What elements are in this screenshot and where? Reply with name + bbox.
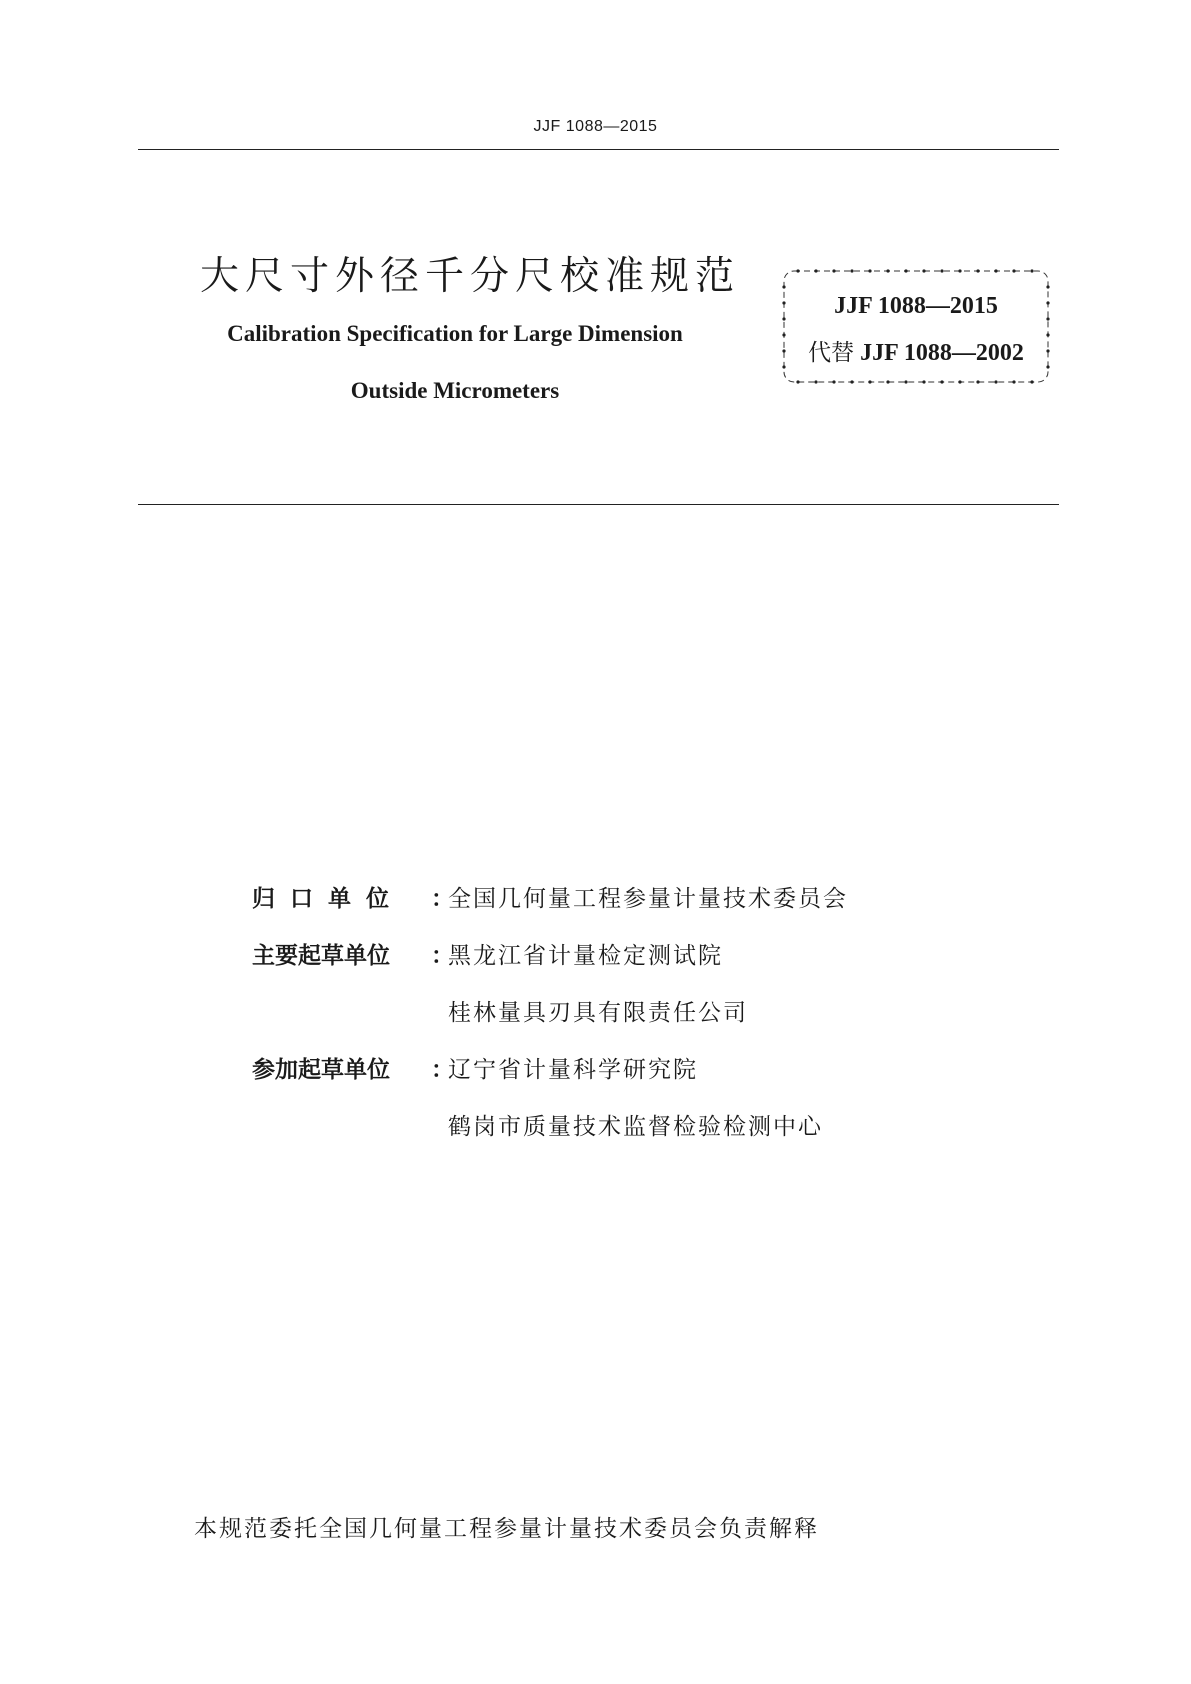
header-rule — [138, 149, 1059, 150]
replaces-prefix: 代替 — [808, 340, 855, 366]
replaces-line — [778, 334, 1054, 367]
org-label: 归口单位 — [252, 886, 404, 912]
org-separator: ： — [431, 1057, 454, 1083]
org-separator: ： — [431, 943, 454, 969]
org-row-participating-drafter-2 — [252, 1108, 823, 1140]
org-value: 桂林量具刃具有限责任公司 — [448, 1000, 748, 1026]
org-row-responsible — [252, 880, 848, 913]
title-english-line-1: Calibration Specification for Large Dimension — [227, 321, 683, 346]
org-row-participating-drafter — [252, 1051, 698, 1084]
spec-code: JJF 1088—2015 — [834, 293, 998, 319]
org-value: 鹤岗市质量技术监督检验检测中心 — [448, 1114, 823, 1140]
org-label: 主要起草单位 — [252, 943, 390, 969]
title-chinese: 大尺寸外径千分尺校准规范 — [200, 254, 741, 299]
title-english-line-2: Outside Micrometers — [350, 378, 560, 403]
running-header-code: JJF 1088—2015 — [533, 118, 658, 135]
org-row-main-drafter — [252, 937, 723, 970]
code-box — [778, 265, 1054, 388]
org-value: 全国几何量工程参量计量技术委员会 — [448, 886, 848, 912]
org-row-main-drafter-2 — [252, 994, 748, 1026]
org-separator: ： — [431, 886, 454, 912]
org-label: 参加起草单位 — [252, 1057, 390, 1083]
interpretation-note: 本规范委托全国几何量工程参量计量技术委员会负责解释 — [194, 1516, 819, 1542]
org-value: 黑龙江省计量检定测试院 — [448, 943, 723, 969]
org-value: 辽宁省计量科学研究院 — [448, 1057, 698, 1083]
ornamental-frame-icon — [778, 265, 1054, 388]
title-bottom-rule — [138, 504, 1059, 505]
replaced-code: JJF 1088—2002 — [860, 340, 1024, 366]
